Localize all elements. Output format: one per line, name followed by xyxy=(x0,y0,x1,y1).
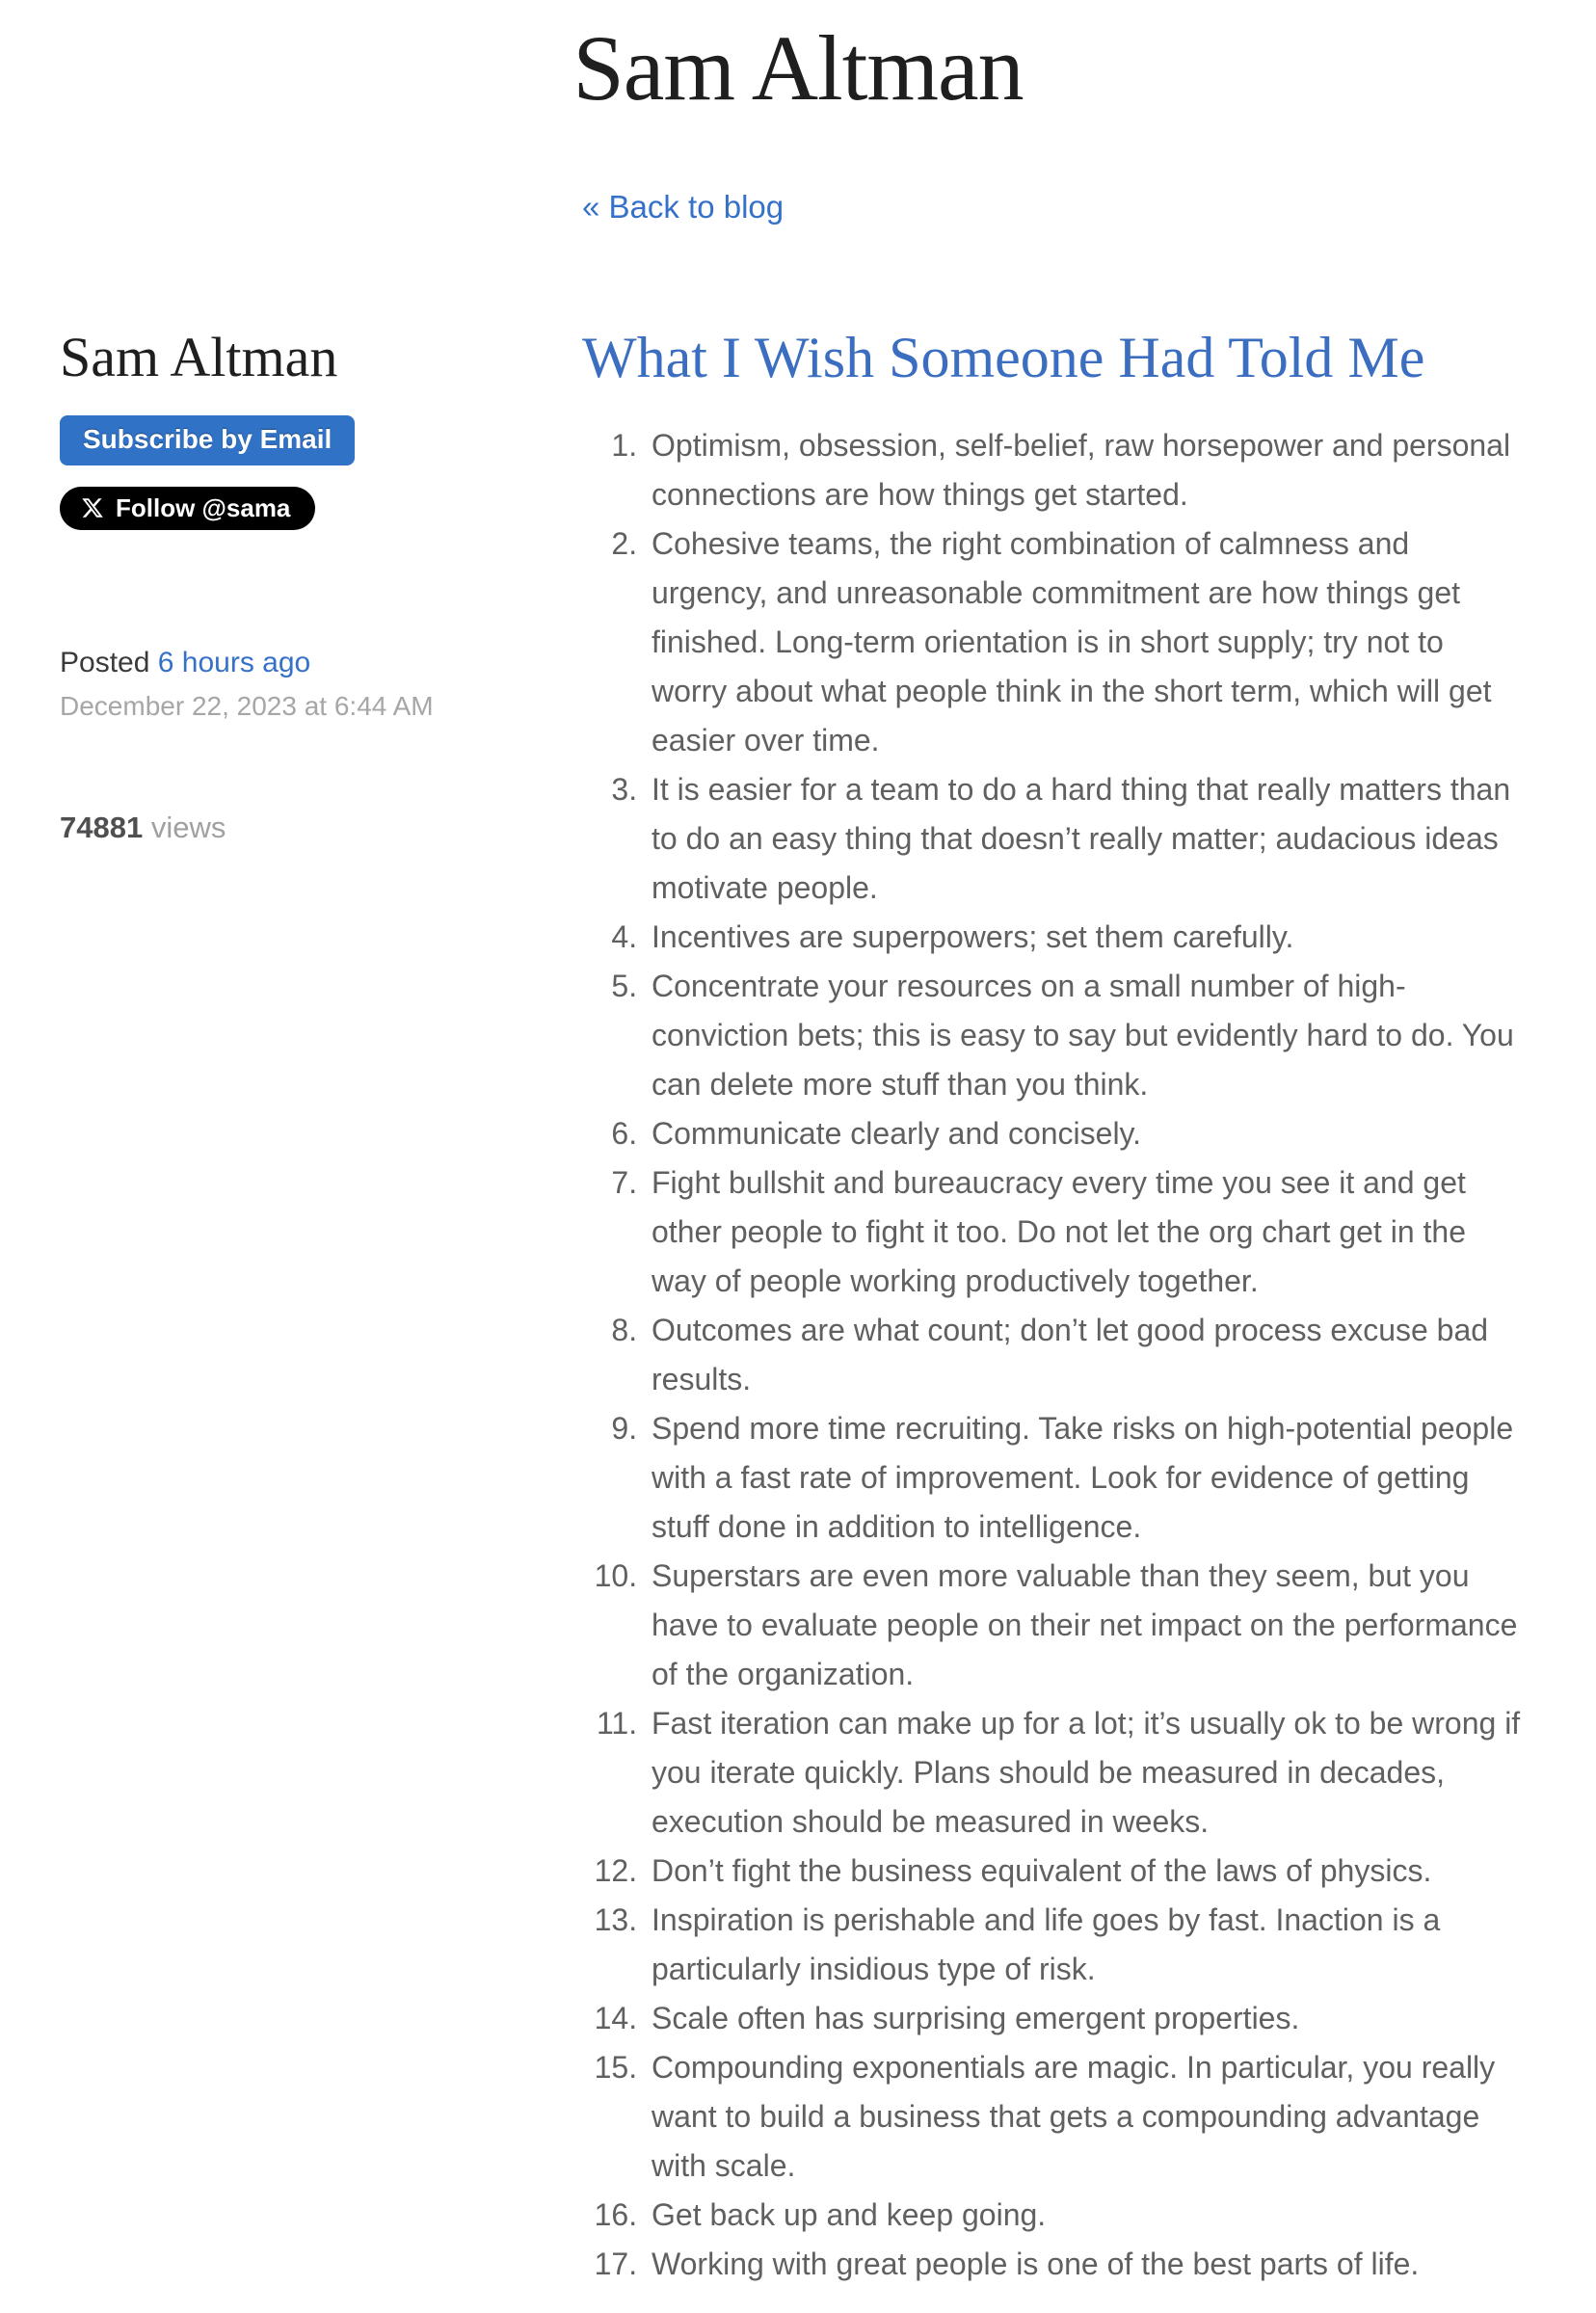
list-item: 9. Spend more time recruiting. Take risks on high-potential people with a fast rate of improvement. Look for evidence of getting stuff done in addition to intelligence. xyxy=(646,1404,1527,1552)
list-item: 15. Compounding exponentials are magic. In particular, you really want to build a business that gets a compounding advantage with scale. xyxy=(646,2043,1527,2191)
list-item: 8. Outcomes are what count; don’t let good process excuse bad results. xyxy=(646,1306,1527,1404)
post-title: What I Wish Someone Had Told Me xyxy=(582,326,1425,390)
sidebar-author-name: Sam Altman xyxy=(60,326,338,389)
list-item: 3. It is easier for a team to do a hard thing that really matters than to do an easy thing that doesn’t really matter; audacious ideas motivate people. xyxy=(646,765,1527,913)
subscribe-by-email-button[interactable]: Subscribe by Email xyxy=(60,415,355,465)
list-item: 10. Superstars are even more valuable than they seem, but you have to evaluate people on their net impact on the performance of the organization. xyxy=(646,1552,1527,1699)
list-item: 12. Don’t fight the business equivalent of the laws of physics. xyxy=(646,1847,1527,1896)
views-label: views xyxy=(150,811,226,845)
site-header xyxy=(0,0,1596,121)
post-list xyxy=(582,421,1527,2289)
posted-label: Posted xyxy=(60,647,150,679)
x-logo-icon xyxy=(81,496,104,519)
list-item: 7. Fight bullshit and bureaucracy every time you see it and get other people to fight it too. Do not let the org chart get in the way of people working productively together. xyxy=(646,1158,1527,1306)
post-date: December 22, 2023 at 6:44 AM xyxy=(60,691,434,722)
site-title: Sam Altman xyxy=(572,16,1024,120)
main-column xyxy=(582,121,1527,2289)
follow-sama-button[interactable] xyxy=(60,487,315,530)
list-item: 2. Cohesive teams, the right combination of calmness and urgency, and unreasonable commitment are how things get finished. Long-term orientation is in short supply; try not to worry about what people think in the short term, which will get easier over time. xyxy=(646,519,1527,765)
back-to-blog-link[interactable]: « Back to blog xyxy=(582,189,785,226)
list-item: 4. Incentives are superpowers; set them carefully. xyxy=(646,913,1527,962)
follow-button-label: Follow @sama xyxy=(116,493,291,523)
list-item: 13. Inspiration is perishable and life goes by fast. Inaction is a particularly insidious type of risk. xyxy=(646,1896,1527,1994)
sidebar xyxy=(60,121,438,845)
list-item: 11. Fast iteration can make up for a lot; it’s usually ok to be wrong if you iterate quickly. Plans should be measured in decades, execution should be measured in weeks. xyxy=(646,1699,1527,1847)
list-item: 14. Scale often has surprising emergent properties. xyxy=(646,1994,1527,2043)
list-item: 6. Communicate clearly and concisely. xyxy=(646,1109,1527,1158)
views-count: 74881 xyxy=(60,811,144,845)
list-item: 1. Optimism, obsession, self-belief, raw horsepower and personal connections are how things get started. xyxy=(646,421,1527,519)
posted-time-link[interactable]: 6 hours ago xyxy=(157,647,311,679)
list-item: 16. Get back up and keep going. xyxy=(646,2191,1527,2240)
views-block xyxy=(60,811,438,845)
posted-block xyxy=(60,644,438,724)
list-item: 17. Working with great people is one of the best parts of life. xyxy=(646,2240,1527,2289)
list-item: 5. Concentrate your resources on a small number of high-conviction bets; this is easy to say but evidently hard to do. You can delete more stuff than you think. xyxy=(646,962,1527,1109)
content-layout xyxy=(0,121,1596,2289)
